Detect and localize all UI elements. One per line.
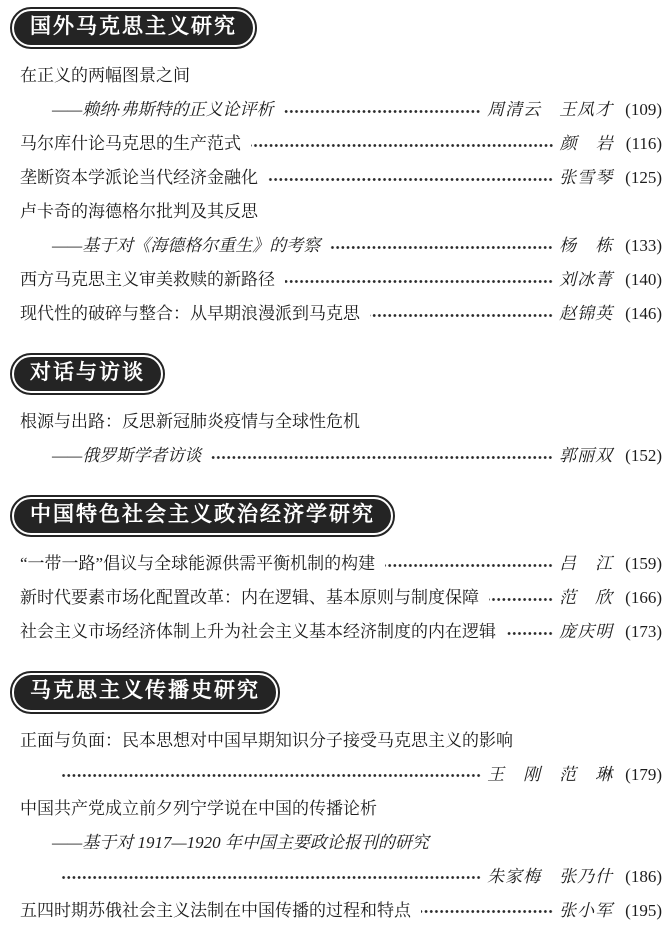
entry-authors: 王 刚 范 琳 (487, 764, 614, 784)
dot-leader (506, 631, 553, 636)
journal-toc-page (0, 7, 668, 928)
entry-title: 新时代要素市场化配置改革：内在逻辑、基本原则与制度保障 (20, 588, 479, 608)
entry-authors: 张小军 (559, 900, 614, 920)
entry-title: 西方马克思主义审美救赎的新路径 (20, 270, 275, 290)
entry-page-number: (116) (625, 134, 662, 154)
section-header-label: 马克思主义传播史研究 (14, 675, 276, 709)
entry-page-number: (125) (625, 168, 662, 188)
dot-leader (211, 455, 553, 460)
section-header-label: 对话与访谈 (14, 357, 161, 391)
entry-row (0, 161, 668, 195)
dot-leader (385, 563, 553, 568)
entry-subtitle: ——基于对《海德格尔重生》的考察 (52, 236, 321, 256)
entry-title: 社会主义市场经济体制上升为社会主义基本经济制度的内在逻辑 (20, 622, 496, 642)
section-header-label: 中国特色社会主义政治经济学研究 (14, 499, 391, 533)
entry-subtitle: ——俄罗斯学者访谈 (52, 446, 202, 466)
dot-leader (370, 313, 553, 318)
entry-title: 五四时期苏俄社会主义法制在中国传播的过程和特点 (20, 900, 411, 920)
entry-authors: 朱家梅 张乃什 (487, 866, 614, 886)
dot-leader (285, 279, 553, 284)
entry-title-row (0, 724, 668, 758)
entry-page-number: (179) (625, 764, 662, 784)
entry-page-number: (140) (625, 270, 662, 290)
toc-section-foreign-marxism (0, 7, 668, 331)
toc-section-marxism-dissemination-history (0, 671, 668, 927)
toc-section-dialogues-interviews (0, 353, 668, 473)
entry-authors: 赵锦英 (559, 304, 614, 324)
entry-authors: 颜 岩 (559, 134, 614, 154)
entry-authors: 杨 栋 (559, 236, 614, 256)
entry-row (0, 615, 668, 649)
section-header-badge (10, 353, 165, 395)
entry-title: “一带一路”倡议与全球能源供需平衡机制的构建 (20, 554, 376, 574)
entry-subtitle-row (0, 439, 668, 473)
entry-page-number: (109) (625, 100, 662, 120)
entry-authors: 吕 江 (559, 554, 614, 574)
entry-row (0, 894, 668, 928)
entry-title-row (0, 59, 668, 93)
entry-subtitle: ——基于对 1917—1920 年中国主要政论报刊的研究 (52, 832, 429, 852)
entry-page-number: (159) (625, 554, 662, 574)
entry-title-row (0, 405, 668, 439)
entry-page-number: (133) (625, 236, 662, 256)
entry-page-number: (186) (625, 866, 662, 886)
entry-title: 根源与出路：反思新冠肺炎疫情与全球性危机 (20, 412, 360, 432)
entry-row (0, 547, 668, 581)
entry-authors: 张雪琴 (559, 168, 614, 188)
dot-leader (421, 909, 553, 914)
entry-row (0, 297, 668, 331)
entry-page-number: (195) (625, 900, 662, 920)
entry-title: 正面与负面：民本思想对中国早期知识分子接受马克思主义的影响 (20, 730, 513, 750)
toc-section-political-economy (0, 495, 668, 649)
entry-leader-row (0, 758, 668, 792)
entry-row (0, 581, 668, 615)
entry-title: 在正义的两幅图景之间 (20, 66, 190, 86)
entry-authors: 庞庆明 (559, 622, 614, 642)
dot-leader (62, 875, 481, 880)
entry-title-row (0, 195, 668, 229)
section-header-badge (10, 671, 280, 713)
dot-leader (330, 245, 553, 250)
entry-title: 卢卡奇的海德格尔批判及其反思 (20, 202, 258, 222)
entry-title: 中国共产党成立前夕列宁学说在中国的传播论析 (20, 798, 377, 818)
entry-title: 垄断资本学派论当代经济金融化 (20, 168, 258, 188)
entry-title: 现代性的破碎与整合：从早期浪漫派到马克思 (20, 304, 360, 324)
entry-page-number: (166) (625, 588, 662, 608)
dot-leader (251, 143, 554, 148)
section-header-badge (10, 495, 395, 537)
entry-subtitle-row (0, 93, 668, 127)
entry-authors: 范 欣 (559, 588, 614, 608)
dot-leader (283, 109, 481, 114)
entry-page-number: (173) (625, 622, 662, 642)
dot-leader (489, 597, 553, 602)
section-header-badge (10, 7, 257, 49)
entry-subtitle-row (0, 826, 668, 860)
entry-authors: 周清云 王凤才 (487, 100, 614, 120)
entry-authors: 郭丽双 (559, 446, 614, 466)
entry-page-number: (152) (625, 446, 662, 466)
entry-subtitle-row (0, 229, 668, 263)
section-header-label: 国外马克思主义研究 (14, 11, 253, 45)
entry-title: 马尔库什论马克思的生产范式 (20, 134, 241, 154)
entry-leader-row (0, 860, 668, 894)
entry-row (0, 263, 668, 297)
entry-row (0, 127, 668, 161)
entry-authors: 刘冰菁 (559, 270, 614, 290)
entry-title-row (0, 792, 668, 826)
entry-page-number: (146) (625, 304, 662, 324)
dot-leader (268, 177, 553, 182)
entry-subtitle: ——赖纳·弗斯特的正义论评析 (52, 100, 274, 120)
dot-leader (62, 773, 481, 778)
